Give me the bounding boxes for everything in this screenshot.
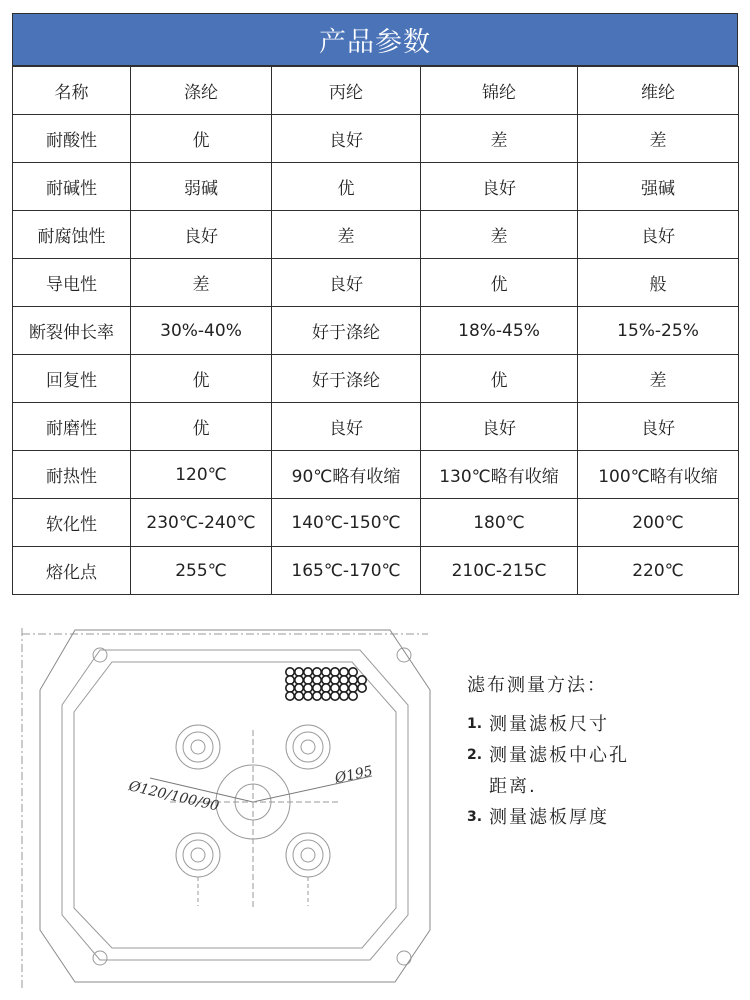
table-cell: 差 <box>578 355 739 403</box>
table-row <box>13 451 739 499</box>
step-number: 1. <box>467 716 483 732</box>
table-cell: 般 <box>578 259 739 307</box>
row-label-cell: 耐热性 <box>13 451 131 499</box>
row-label-cell: 耐磨性 <box>13 403 131 451</box>
table-cell: 优 <box>131 355 272 403</box>
table-cell: 100℃略有收缩 <box>578 451 739 499</box>
table-cell: 差 <box>272 211 421 259</box>
table-row <box>13 211 739 259</box>
hole-br-mid <box>293 840 323 870</box>
page-title: 产品参数 <box>12 13 738 66</box>
table-cell: 差 <box>421 211 578 259</box>
table-row <box>13 499 739 547</box>
table-cell: 良好 <box>421 163 578 211</box>
table-cell: 好于涤纶 <box>272 307 421 355</box>
dim-label-center: Ø195 <box>333 763 375 787</box>
table-cell: 30%-40% <box>131 307 272 355</box>
method-step <box>467 740 737 771</box>
method-title: 滤布测量方法： <box>467 675 607 696</box>
table-cell: 230℃-240℃ <box>131 499 272 547</box>
hole-tl-mid <box>183 732 213 762</box>
filter-plate-svg <box>0 610 460 1000</box>
table-cell: 优 <box>272 163 421 211</box>
table-cell: 良好 <box>272 403 421 451</box>
table-cell: 良好 <box>421 403 578 451</box>
step-text: 测量滤板中心孔 <box>489 745 629 766</box>
row-label-cell: 断裂伸长率 <box>13 307 131 355</box>
table-row <box>13 403 739 451</box>
step-number: 3. <box>467 809 483 825</box>
table-cell: 良好 <box>578 211 739 259</box>
table-cell: 165℃-170℃ <box>272 547 421 595</box>
table-row <box>13 547 739 595</box>
hole-tr-inner <box>301 740 315 754</box>
row-label-cell: 软化性 <box>13 499 131 547</box>
table-cell: 涤纶 <box>131 67 272 115</box>
table-cell: 优 <box>421 355 578 403</box>
table-cell: 120℃ <box>131 451 272 499</box>
table-cell: 255℃ <box>131 547 272 595</box>
table-cell: 弱碱 <box>131 163 272 211</box>
table-cell: 130℃略有收缩 <box>421 451 578 499</box>
step-continuation: 距离. <box>489 776 537 797</box>
table-cell: 良好 <box>131 211 272 259</box>
dim-label-hole: Ø120/100/90 <box>127 778 221 815</box>
table-cell: 良好 <box>272 259 421 307</box>
hole-tr-mid <box>293 732 323 762</box>
hole-bl-inner <box>191 848 205 862</box>
table-cell: 优 <box>131 403 272 451</box>
parameter-table <box>12 66 739 595</box>
table-cell: 良好 <box>578 403 739 451</box>
table-row <box>13 307 739 355</box>
table-cell: 90℃略有收缩 <box>272 451 421 499</box>
table-cell: 180℃ <box>421 499 578 547</box>
table-cell: 18%-45% <box>421 307 578 355</box>
row-label-cell: 导电性 <box>13 259 131 307</box>
table-cell: 好于涤纶 <box>272 355 421 403</box>
filter-plate-drawing <box>0 610 460 1000</box>
row-label-cell: 耐腐蚀性 <box>13 211 131 259</box>
table-cell: 220℃ <box>578 547 739 595</box>
method-step <box>467 802 737 833</box>
table-cell: 140℃-150℃ <box>272 499 421 547</box>
step-text: 测量滤板尺寸 <box>489 714 609 735</box>
corner-hole-bl <box>93 951 107 965</box>
table-cell: 丙纶 <box>272 67 421 115</box>
table-cell: 良好 <box>272 115 421 163</box>
table-cell: 优 <box>421 259 578 307</box>
table-cell: 差 <box>578 115 739 163</box>
perforated-area <box>286 668 366 700</box>
table-cell: 强碱 <box>578 163 739 211</box>
row-label-cell: 耐碱性 <box>13 163 131 211</box>
table-cell: 维纶 <box>578 67 739 115</box>
table-cell: 差 <box>421 115 578 163</box>
table-row <box>13 163 739 211</box>
table-row <box>13 115 739 163</box>
table-cell: 锦纶 <box>421 67 578 115</box>
step-text: 测量滤板厚度 <box>489 807 609 828</box>
measurement-method <box>467 670 737 833</box>
table-cell: 210C-215C <box>421 547 578 595</box>
table-cell: 差 <box>131 259 272 307</box>
step-number: 2. <box>467 747 483 763</box>
hole-br-inner <box>301 848 315 862</box>
method-step <box>467 709 737 740</box>
row-label-cell: 回复性 <box>13 355 131 403</box>
corner-hole-br <box>397 951 411 965</box>
table-cell: 优 <box>131 115 272 163</box>
row-label-cell: 熔化点 <box>13 547 131 595</box>
hole-tl-inner <box>191 740 205 754</box>
table-cell: 15%-25% <box>578 307 739 355</box>
table-row <box>13 259 739 307</box>
table-row <box>13 355 739 403</box>
row-label-cell: 耐酸性 <box>13 115 131 163</box>
row-label-cell: 名称 <box>13 67 131 115</box>
table-header-row <box>13 67 739 115</box>
hole-bl-mid <box>183 840 213 870</box>
table-cell: 200℃ <box>578 499 739 547</box>
